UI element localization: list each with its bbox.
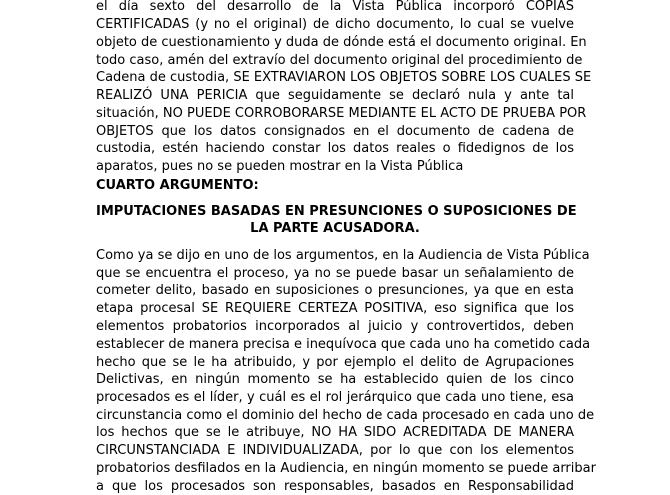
paragraph-2-line: Delictivas, en ningún momento se ha establecido quien de los cinco xyxy=(96,372,574,387)
paragraph-2-line: establecer de manera precisa e inequívoca que cada uno ha cometido cada xyxy=(96,337,591,352)
section-subtitle-line: IMPUTACIONES BASADAS EN PRESUNCIONES O SUPOSICIONES DE xyxy=(96,204,577,219)
paragraph-1-line: REALIZÓ UNA PERICIA que seguidamente se declaró nula y ante tal xyxy=(96,88,574,103)
section-subtitle-line: LA PARTE ACUSADORA. xyxy=(250,221,420,236)
paragraph-1-line: situación, NO PUEDE CORROBORARSE MEDIANTE EL ACTO DE PRUEBA POR xyxy=(96,106,587,121)
paragraph-2-line: elementos probatorios incorporados al juicio y controvertidos, deben xyxy=(96,319,574,334)
paragraph-2-line: CIRCUNSTANCIADA E INDIVIDUALIZADA, por lo que con los elementos xyxy=(96,443,574,458)
paragraph-2-line: que se encuentra el proceso, ya no se puede basar un señalamiento de xyxy=(96,266,574,281)
paragraph-1-line: CERTIFICADAS (y no el original) de dicho documento, lo cual se vuelve xyxy=(96,17,574,32)
paragraph-1-line: todo caso, amén del extravío del documento original del procedimiento de xyxy=(96,53,583,68)
paragraph-2-line: cometer delito, basado en suposiciones o presunciones, ya que en esta xyxy=(96,283,574,298)
paragraph-1-line: el día sexto del desarrollo de la Vista Pública incorporó COPIAS xyxy=(96,0,574,14)
paragraph-2-line: procesados es el líder, y cuál es el rol jerárquico que cada uno tiene, esa xyxy=(96,390,574,405)
section-heading: CUARTO ARGUMENTO: xyxy=(96,178,259,193)
paragraph-2-line: circunstancia como el dominio del hecho de cada procesado en cada uno de xyxy=(96,408,595,423)
paragraph-2-line: a que los procesados son responsables, basados en Responsabilidad xyxy=(96,479,574,494)
paragraph-2-line: etapa procesal SE REQUIERE CERTEZA POSITIVA, eso significa que los xyxy=(96,301,574,316)
paragraph-1-line: aparatos, pues no se pueden mostrar en la Vista Pública xyxy=(96,159,464,174)
paragraph-1-line: custodia, estén haciendo constar los datos reales o fidedignos de los xyxy=(96,141,574,156)
paragraph-2-line: probatorios desfilados en la Audiencia, en ningún momento se puede arribar xyxy=(96,461,596,476)
paragraph-2-line: hecho que se le ha atribuido, y por ejemplo el delito de Agrupaciones xyxy=(96,355,574,370)
paragraph-1-line: Cadena de custodia, SE EXTRAVIARON LOS OBJETOS SOBRE LOS CUALES SE xyxy=(96,70,592,85)
paragraph-1-line: objeto de cuestionamiento y duda de dónde está el documento original. En xyxy=(96,35,587,50)
paragraph-2-line: los hechos que se le atribuye, NO HA SIDO ACREDITADA DE MANERA xyxy=(96,425,574,440)
paragraph-1-line: OBJETOS que los datos consignados en el documento de cadena de xyxy=(96,124,574,139)
paragraph-2-line: Como ya se dijo en uno de los argumentos, en la Audiencia de Vista Pública xyxy=(96,248,590,263)
